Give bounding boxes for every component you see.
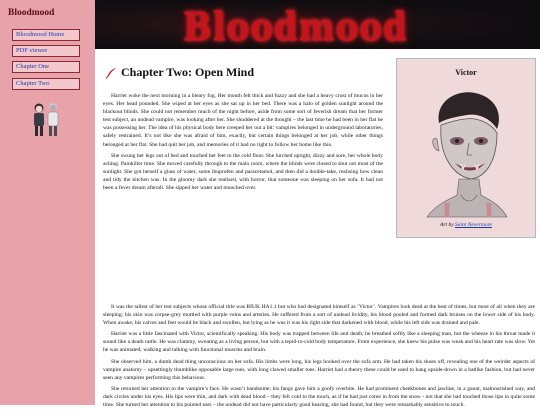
chapter-heading — [105, 65, 385, 81]
site-banner — [95, 0, 540, 49]
paragraph: Harriet was a little fascinated with Victor, scientifically speaking. His body was trapped between life and death; he breathed softly like a sleeping man, but the wheeze in his throat made it sound like a death rattle. He was clammy, sweating as a living person, but with a tepid-to-cold body temperature. From experience, she knew his pulse was weak and his heart rate was slow. Yet he was animated; walking and talking with functional muscles and brain. — [103, 331, 535, 354]
nav-link-pdf-viewer[interactable]: PDF viewer — [12, 45, 80, 57]
paragraph: It was the tallest of her test subjects whose official title was BIUK HA1.1 but who had designated himself as ‘Victor’. Vampires look dead at the best of times, but most of all when they are sleeping; his skin was corpse-grey mottled with purple veins and arteries. He suffered from a sort of undead lividity, his blood pooled and formed dark bruises on the lower side of his body. When awake, his calves and feet would be black and swollen, but lying as he was it was his right side that darkened with blood, while his left side was drained and pale. — [103, 304, 535, 327]
figure-caption — [397, 222, 535, 228]
figure-title: Victor — [455, 68, 477, 77]
chapter-title: Chapter Two: Open Mind — [121, 65, 255, 79]
artist-link[interactable]: Saint Nevermore — [455, 222, 492, 228]
quill-icon — [105, 67, 117, 79]
paragraph: She swung her legs out of bed and touched her feet to the cold floor. She lurched upright, dizzy and sore, her whole body aching. Painkiller time. She moved carefully through to the main room, where the blinds were closed to shut out most of the sunlight. She got herself a glass of water, some ibuprofen and paracetamol, and then did a double-take, realising how clean and tidy the kitchen was. In the gloomy dark she realised, with horror, that someone was sleeping on her sofa. It had not been a fever dream afterall. She sipped her water and mooched over. — [103, 152, 383, 192]
characters-illustration — [28, 100, 64, 138]
victor-portrait — [417, 83, 517, 217]
site-title: Bloodmood — [8, 8, 55, 18]
chapter-body — [103, 303, 535, 412]
paragraph: She observed him, a dumb dead thing unconscious on her sofa. His limbs were long, his legs hooked over the sofa arm. He had taken his shoes off, revealing one of the weirder aspects of vampire anatomy – upsettingly thumblike opposable large toes, with long clawed smaller toes. Harriet had a theory these could be used to hang upside-down in a batlike fashion, but had never seen any vampires performing this behaviour. — [103, 358, 535, 381]
caption-prefix: Art by — [440, 222, 454, 228]
nav-link-chapter-one[interactable]: Chapter One — [12, 61, 80, 73]
banner-logo: Bloodmood — [183, 5, 408, 51]
nav-link-home[interactable]: Bloodmood Home — [12, 29, 80, 41]
nav-link-chapter-two[interactable]: Chapter Two — [12, 78, 80, 90]
chapter-body-top — [103, 92, 383, 195]
character-figure — [396, 58, 536, 238]
paragraph: Harriet woke the next morning in a bleary fog. Her mouth felt thick and fuzzy and she had a heavy crust of mucus in her eyes. Her head pounded. She wiped at her eyes as she sat up in her bed. There was a halo of golden sunlight around the blackout blinds. She could not remember much of the night before, aside from some sort of feverish dream that her former test subject, an undead vampire, was looking after her. She shuddered at the thought – the last time he had been in her flat he was possessing her. The idea of his physical body here creeped her out a bit: vampires belonged in underground laboratories, safely restrained. It’s not like she was afraid of him, exactly, but certain things belonged at her job, while other things belonged at her flat. She had quit her job, and memories of it had no right to follow her home like this. — [103, 93, 383, 148]
sidebar — [0, 0, 95, 405]
paragraph: She returned her attention to the vampire’s face. He wasn’t handsome; his fangs gave him a goofy overbite. He had prominent cheekbones and jawline, in a gaunt, malnourished way, and dark circles under his eyes. His lips were thin, and dark with dead blood – they felt cold to the touch, as if he had just come in from the snow - not that she had touched those lips in quite some time. She turned her attention to his pointed ears – the undead did not have particularly good hearing, she had found, but they were remarkably sensitive to touch. — [103, 385, 535, 409]
